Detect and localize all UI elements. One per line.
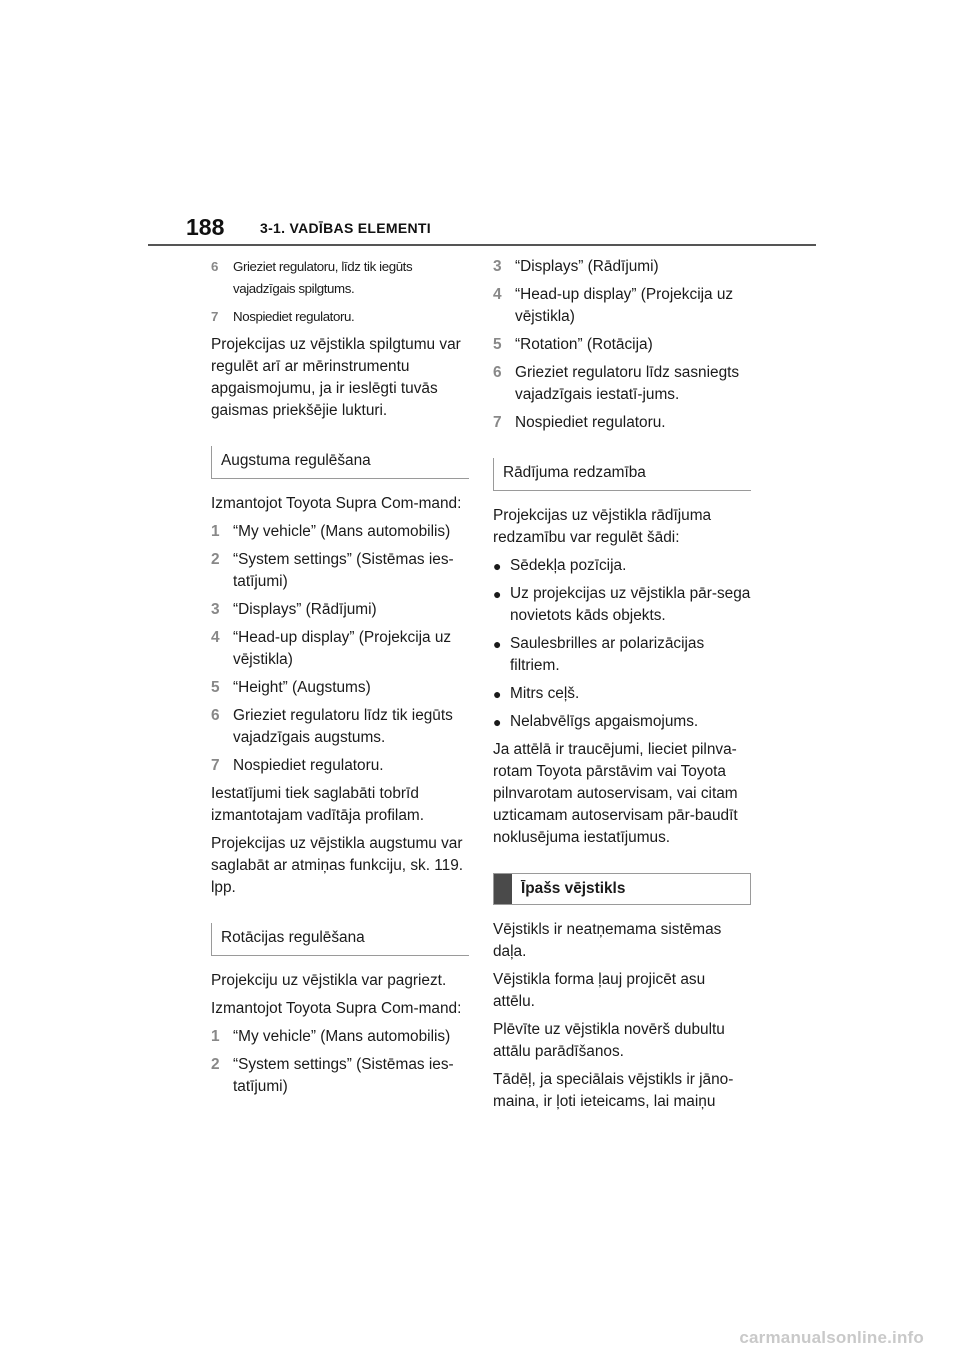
paragraph-special: Plēvīte uz vējstikla novērš dubultu attālu parādīšanos. <box>493 1021 725 1060</box>
bullet-icon: ● <box>493 558 502 574</box>
list-item: ● Sēdekļa pozīcija. <box>493 555 751 577</box>
right-column <box>493 256 751 1119</box>
section-title: 3-1. VADĪBAS ELEMENTI <box>260 220 431 236</box>
step-item: 2 “System settings” (Sistēmas ies-tatījumi) <box>211 551 454 590</box>
subheading-height: Augstuma regulēšana <box>211 446 469 479</box>
step-item: 3 “Displays” (Rādījumi) <box>211 601 377 618</box>
bullet-icon: ● <box>493 636 502 652</box>
paragraph-special: Vējstikls ir neatņemama sistēmas daļa. <box>493 921 722 960</box>
paragraph-brightness: Projekcijas uz vējstikla spilgtumu var regulēt arī ar mērinstrumentu apgaismojumu, ja ir ieslēgti tuvās gaismas priekšējie lukturi. <box>211 336 461 419</box>
left-column <box>211 256 469 1104</box>
bullet-icon: ● <box>493 686 502 702</box>
step-item: 1 “My vehicle” (Mans automobilis) <box>211 1028 451 1045</box>
subheading-visibility: Rādījuma redzamība <box>493 458 751 491</box>
paragraph-saved: Iestatījumi tiek saglabāti tobrīd izmantotajam vadītāja profilam. <box>211 785 424 824</box>
list-item: ● Mitrs ceļš. <box>493 683 751 705</box>
bullet-icon: ● <box>493 586 502 602</box>
heading-marker <box>494 874 512 904</box>
step-item: 4 “Head-up display” (Projekcija uz vējstikla) <box>493 286 734 325</box>
step-item: 5 “Rotation” (Rotācija) <box>493 336 653 353</box>
page-header <box>148 212 816 246</box>
subheading-special-windshield: Īpašs vējstikls <box>493 873 751 905</box>
step-item: 4 “Head-up display” (Projekcija uz vējstikla) <box>211 629 452 668</box>
step-item: 6 Grieziet regulatoru, līdz tik iegūts vajadzīgais spilgtums. <box>211 259 413 296</box>
step-item: 7 Nospiediet regulatoru. <box>493 414 666 431</box>
list-item: ● Nelabvēlīgs apgaismojums. <box>493 711 751 733</box>
list-item: ● Uz projekcijas uz vējstikla pār-sega novietots kāds objekts. <box>493 583 751 627</box>
paragraph-visibility-intro: Projekcijas uz vējstikla rādījuma redzamību var regulēt šādi: <box>493 507 712 546</box>
step-item: 7 Nospiediet regulatoru. <box>211 757 384 774</box>
paragraph-intro: Izmantojot Toyota Supra Com-mand: <box>211 1000 462 1017</box>
paragraph-special: Tādēļ, ja speciālais vējstikls ir jāno-maina, ir ļoti ieteicams, lai maiņu <box>493 1071 734 1110</box>
step-item: 3 “Displays” (Rādījumi) <box>493 258 659 275</box>
page-number: 188 <box>186 214 225 240</box>
step-item: 5 “Height” (Augstums) <box>211 679 371 696</box>
step-item: 7 Nospiediet regulatoru. <box>211 309 355 324</box>
header-rule <box>148 244 816 246</box>
bullet-icon: ● <box>493 714 502 730</box>
list-item: ● Saulesbrilles ar polarizācijas filtriem. <box>493 633 751 677</box>
step-item: 6 Grieziet regulatoru līdz tik iegūts vajadzīgais augstums. <box>211 707 453 746</box>
step-item: 2 “System settings” (Sistēmas ies-tatījumi) <box>211 1056 454 1095</box>
watermark: carmanualsonline.info <box>739 1328 924 1347</box>
step-item: 1 “My vehicle” (Mans automobilis) <box>211 523 451 540</box>
paragraph-memory: Projekcijas uz vējstikla augstumu var saglabāt ar atmiņas funkciju, sk. 119. lpp. <box>211 835 464 896</box>
paragraph-intro: Izmantojot Toyota Supra Com-mand: <box>211 495 462 512</box>
step-item: 6 Grieziet regulatoru līdz sasniegts vajadzīgais iestatī-jums. <box>493 364 740 403</box>
paragraph-visibility: Ja attēlā ir traucējumi, lieciet pilnva-rotam Toyota pārstāvim vai Toyota pilnvarotam autoservisam, vai citam uzticamam autoservisam pār-baudīt noklusējuma iestatījumus. <box>493 741 738 846</box>
paragraph-special: Vējstikla forma ļauj projicēt asu attēlu. <box>493 971 706 1010</box>
subheading-rotation: Rotācijas regulēšana <box>211 923 469 956</box>
paragraph-rotation: Projekciju uz vējstikla var pagriezt. <box>211 972 447 989</box>
